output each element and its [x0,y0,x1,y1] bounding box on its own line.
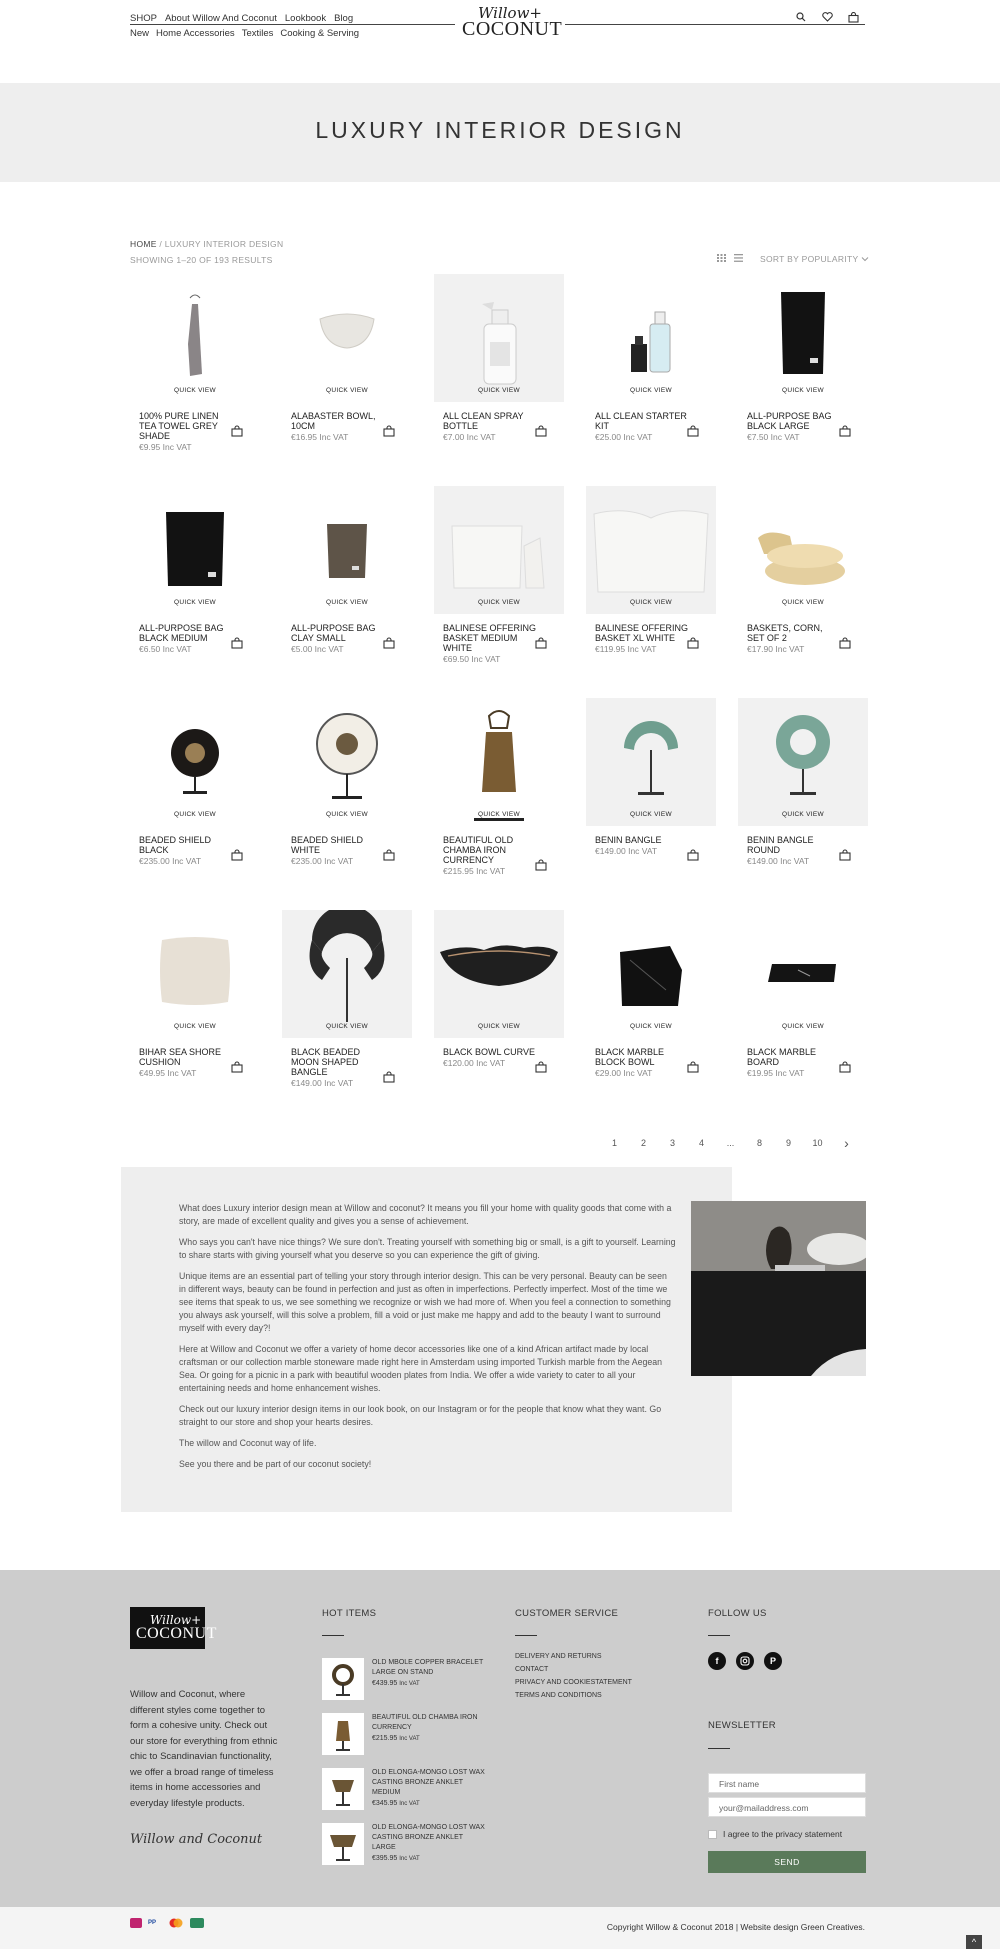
footer-about: Willow and Coconut, where different styles come together to form a cohesive unity. Check out our store for everything from ethnic chic to Scandinavian functionality, we offer a broad range of timeless items in home accessories and everyday lifestyle products. [130,1689,278,1809]
hot-item-thumb[interactable] [322,1658,364,1700]
copyright: Copyright Willow & Coconut 2018 | Website design Green Creatives. [606,1922,865,1932]
product-title: BALINESE OFFERING BASKET XL WHITE [595,623,689,643]
product-image[interactable] [130,698,260,826]
quick-view-button[interactable]: QUICK VIEW [173,599,216,606]
breadcrumb-separator: / [156,239,165,249]
product-image[interactable] [434,698,564,826]
product-price: €235.00 Inc VAT [139,856,202,866]
page-ellipsis: ... [726,1138,735,1148]
add-to-cart-icon[interactable] [839,1061,851,1073]
hot-item-vat: Inc VAT [399,1856,420,1862]
product-card[interactable] [738,486,868,686]
subnav-cooking-serving[interactable]: Cooking & Serving [280,28,360,39]
product-card[interactable] [130,486,260,686]
product-price: €25.00 Inc VAT [595,432,653,442]
product-name[interactable] [443,623,537,664]
page-1[interactable]: 1 [611,1138,617,1148]
product-price: €120.00 Inc VAT [443,1058,506,1068]
product-image[interactable] [738,486,868,614]
paypal-icon: PP [148,1920,157,1926]
add-to-cart-icon[interactable] [231,849,243,861]
quick-view-button[interactable]: QUICK VIEW [781,387,824,394]
product-name[interactable] [747,1047,841,1078]
footer-signature: Willow and Coconut [130,1832,263,1847]
product-name[interactable] [291,835,385,866]
heading-underline [708,1748,730,1749]
product-card[interactable] [434,486,564,686]
hot-item-price-line [372,1680,420,1687]
product-image[interactable] [130,486,260,614]
product-name[interactable] [139,1047,233,1078]
product-title: 100% PURE LINEN TEA TOWEL GREY SHADE [139,411,219,441]
quick-view-button[interactable]: QUICK VIEW [477,599,520,606]
product-card[interactable] [586,698,716,898]
privacy-label: I agree to the privacy statement [723,1829,843,1839]
quick-view-button[interactable]: QUICK VIEW [325,387,368,394]
product-price: €17.90 Inc VAT [747,644,805,654]
product-image[interactable] [586,486,716,614]
product-title: BENIN BANGLE [595,835,662,845]
description-paragraph: What does Luxury interior design mean at Willow and coconut? It means you fill your home with quality goods that come with a story, are made of excellent quality and gives you a sense of achievement. [179,1203,672,1226]
product-name[interactable] [595,623,689,654]
product-title: ALL-PURPOSE BAG CLAY SMALL [291,623,376,643]
sort-label: SORT BY POPULARITY [760,254,859,264]
page-hero [0,83,1000,182]
list-view-icon[interactable] [734,254,743,262]
logo-word: COCONUT [462,18,563,40]
product-price: €69.50 Inc VAT [443,654,501,664]
page-9[interactable]: 9 [785,1138,791,1148]
product-price: €149.00 Inc VAT [291,1078,354,1088]
product-price: €6.50 Inc VAT [139,644,192,654]
add-to-cart-icon[interactable] [687,425,699,437]
quick-view-button[interactable]: QUICK VIEW [477,387,520,394]
product-image[interactable] [434,486,564,614]
product-image[interactable] [586,698,716,826]
product-name[interactable] [139,411,233,452]
product-price: €215.95 Inc VAT [443,866,506,876]
send-button[interactable]: SEND [708,1851,866,1873]
category-description [121,1167,732,1512]
hot-item-name[interactable]: OLD ELONGA-MONGO LOST WAX CASTING BRONZE ANKLET MEDIUM [372,1769,485,1796]
nav-shop[interactable]: SHOP [130,13,157,24]
product-image[interactable] [586,274,716,402]
product-card[interactable] [738,274,868,474]
hot-item-name[interactable]: BEAUTIFUL OLD CHAMBA IRON CURRENCY [372,1714,478,1731]
product-title: BASKETS, CORN, SET OF 2 [747,623,823,643]
footer-logo[interactable] [130,1607,217,1649]
add-to-cart-icon[interactable] [231,1061,243,1073]
grid-view-icon[interactable] [717,254,726,262]
product-price: €149.00 Inc VAT [747,856,810,866]
quick-view-button[interactable]: QUICK VIEW [173,387,216,394]
hot-item[interactable] [322,1658,487,1702]
product-name[interactable] [595,1047,689,1078]
privacy-checkbox[interactable] [708,1830,717,1839]
logo-script: Willow+ [478,4,542,22]
product-image[interactable] [586,910,716,1038]
add-to-cart-icon[interactable] [687,637,699,649]
product-price: €149.00 Inc VAT [595,846,658,856]
product-title: BEADED SHIELD WHITE [291,835,364,855]
site-logo[interactable] [462,2,563,54]
product-image[interactable] [282,698,412,826]
product-card[interactable] [282,274,412,474]
heading-underline [515,1635,537,1636]
quick-view-button[interactable]: QUICK VIEW [325,1023,368,1030]
site-header [0,0,1000,83]
bag-icon[interactable] [847,11,859,23]
product-price: €16.95 Inc VAT [291,432,349,442]
product-image[interactable] [738,910,868,1038]
product-card[interactable] [586,910,716,1110]
subnav-home-accessories[interactable]: Home Accessories [156,28,235,39]
hot-items-heading: HOT ITEMS [322,1608,377,1619]
product-title: BLACK MARBLE BOARD [747,1047,817,1067]
back-to-top-button[interactable]: ^ [966,1935,982,1949]
sort-dropdown[interactable] [760,254,869,264]
bottom-bar [0,1907,1000,1949]
description-paragraph: The willow and Coconut way of life. [179,1438,317,1448]
hot-item[interactable] [322,1823,487,1867]
add-to-cart-icon[interactable] [839,849,851,861]
quick-view-button[interactable]: QUICK VIEW [477,1023,520,1030]
mastercard-icon [168,1918,184,1928]
product-card[interactable] [434,274,564,474]
hot-item-name[interactable]: OLD ELONGA-MONGO LOST WAX CASTING BRONZE ANKLET LARGE [372,1824,485,1851]
product-image[interactable] [130,274,260,402]
hot-item-price-line [372,1735,420,1742]
hot-item-name[interactable]: OLD MBOLE COPPER BRACELET LARGE ON STAND [372,1659,484,1676]
page-2[interactable]: 2 [640,1138,646,1148]
product-title: ALL CLEAN SPRAY BOTTLE [443,411,524,431]
hot-item-price-line [372,1800,420,1807]
quick-view-button[interactable]: QUICK VIEW [781,811,824,818]
product-image[interactable] [434,910,564,1038]
page-3[interactable]: 3 [669,1138,675,1148]
product-name[interactable] [291,623,385,654]
product-image[interactable] [434,274,564,402]
product-price: €5.00 Inc VAT [291,644,344,654]
hot-item-vat: Inc VAT [399,1736,420,1742]
product-card[interactable] [130,274,260,474]
hot-item-price: €439.95 [372,1680,398,1687]
product-name[interactable] [139,835,233,866]
cs-link-delivery[interactable]: DELIVERY AND RETURNS [515,1653,602,1660]
add-to-cart-icon[interactable] [535,1061,547,1073]
next-page-icon[interactable]: › [844,1135,849,1151]
product-title: ALL CLEAN STARTER KIT [595,411,687,431]
chevron-down-icon [861,254,869,264]
page-10[interactable]: 10 [812,1138,823,1148]
product-card[interactable] [282,486,412,686]
product-card[interactable] [586,274,716,474]
breadcrumb [130,239,283,249]
hot-item[interactable] [322,1768,487,1812]
page-8[interactable]: 8 [756,1138,762,1148]
product-card[interactable] [282,698,412,898]
page-title: LUXURY INTERIOR DESIGN [315,117,685,143]
add-to-cart-icon[interactable] [383,637,395,649]
product-image[interactable] [738,274,868,402]
add-to-cart-icon[interactable] [383,849,395,861]
ideal-icon [130,1918,142,1928]
quick-view-button[interactable]: QUICK VIEW [781,1023,824,1030]
product-price: €9.95 Inc VAT [139,442,192,452]
product-title: ALL-PURPOSE BAG BLACK LARGE [747,411,832,431]
product-card[interactable] [130,698,260,898]
product-name[interactable] [595,411,689,442]
breadcrumb-current: LUXURY INTERIOR DESIGN [164,239,284,249]
quick-view-button[interactable]: QUICK VIEW [629,599,672,606]
product-price: €7.00 Inc VAT [443,432,496,442]
add-to-cart-icon[interactable] [383,1071,395,1083]
social-links [708,1652,782,1670]
quick-view-button[interactable]: QUICK VIEW [325,599,368,606]
description-paragraph: Here at Willow and Coconut we offer a variety of home decor accessories like one of a kind African artifact made by local craftsman or our collection marble stoneware made right here in Amsterdam using imported Turkish marble from the Aegean Sea. Or going for a picnic in a park with beautiful wooden plates from India. We offer a wide variety to cater to all your entertaining needs and home enhancement wishes. [179,1344,663,1393]
main-nav [130,13,353,24]
add-to-cart-icon[interactable] [687,1061,699,1073]
description-paragraph: Unique items are an essential part of telling your story through interior design. This can be very personal. Beauty can be seen in different ways, beauty can be found in perfection and just as often in imperfections. Perfectly imperfect. Most of the time we see items that speak to us, we see something we recognize or wish we had more of. When you feel a connection to something you always ask yourself, will this solve a problem, fill a void or just make me happy and add to the beauty I want to surround myself with every day?! [179,1271,671,1333]
customer-service-heading: CUSTOMER SERVICE [515,1608,619,1619]
sub-nav [130,28,359,39]
description-paragraph: Check out our luxury interior design items in our look book, on our Instagram or for the people that know what they want. Go straight to our store and shop your hearts desires. [179,1404,662,1427]
product-name[interactable] [747,411,841,442]
hot-item-vat: Inc VAT [399,1681,420,1687]
product-name[interactable] [139,623,233,654]
product-card[interactable] [130,910,260,1110]
product-title: BLACK BOWL CURVE [443,1047,536,1057]
result-count: SHOWING 1–20 OF 193 RESULTS [130,255,273,265]
header-divider-right [565,24,865,25]
product-title: BIHAR SEA SHORE CUSHION [139,1047,222,1067]
description-paragraph: See you there and be part of our coconut society! [179,1459,372,1469]
quick-view-button[interactable]: QUICK VIEW [629,811,672,818]
hot-item-price-line [372,1855,420,1862]
nav-about[interactable]: About Willow And Coconut [164,13,277,24]
product-title: BLACK BEADED MOON SHAPED BANGLE [291,1047,361,1077]
quick-view-button[interactable]: QUICK VIEW [781,599,824,606]
product-title: BENIN BANGLE ROUND [747,835,814,855]
page-4[interactable]: 4 [698,1138,704,1148]
hot-item-price: €215.95 [372,1735,398,1742]
first-name-field[interactable]: First name [708,1773,866,1793]
product-image[interactable] [738,698,868,826]
product-price: €119.95 Inc VAT [595,644,657,654]
product-card[interactable] [434,698,564,898]
description-text [179,1202,676,1479]
product-name[interactable] [443,411,537,442]
cs-link-privacy[interactable]: PRIVACY AND COOKIESTATEMENT [515,1679,632,1686]
product-price: €7.50 Inc VAT [747,432,800,442]
hot-item[interactable] [322,1713,487,1757]
footer-logo-word: COCONUT [136,1625,217,1642]
product-price: €29.00 Inc VAT [595,1068,653,1078]
facebook-icon[interactable]: f [708,1652,726,1670]
email-field[interactable]: your@mailaddress.com [708,1797,866,1817]
add-to-cart-icon[interactable] [535,859,547,871]
add-to-cart-icon[interactable] [839,637,851,649]
add-to-cart-icon[interactable] [839,425,851,437]
bank-icon [190,1918,204,1928]
view-toggle [717,254,743,262]
search-icon[interactable] [795,11,807,23]
product-name[interactable] [747,835,841,866]
product-price: €235.00 Inc VAT [291,856,354,866]
add-to-cart-icon[interactable] [535,425,547,437]
heading-underline [322,1635,344,1636]
pinterest-icon[interactable]: P [764,1652,782,1670]
hot-item-vat: Inc VAT [399,1801,420,1807]
hot-item-thumb[interactable] [322,1713,364,1755]
product-price: €19.95 Inc VAT [747,1068,805,1078]
product-title: ALL-PURPOSE BAG BLACK MEDIUM [139,623,224,643]
product-card[interactable] [282,910,412,1110]
subnav-new[interactable]: New [130,28,150,39]
pagination [600,1135,861,1151]
quick-view-button[interactable]: QUICK VIEW [173,811,216,818]
hot-item-thumb[interactable] [322,1823,364,1865]
product-name[interactable] [443,835,537,876]
product-name[interactable] [443,1047,537,1068]
product-title: BALINESE OFFERING BASKET MEDIUM WHITE [443,623,537,653]
product-card[interactable] [738,698,868,898]
privacy-checkbox-row [708,1829,842,1839]
hot-item-price: €395.95 [372,1855,398,1862]
product-card[interactable] [586,486,716,686]
header-icons [795,11,859,23]
product-name[interactable] [747,623,841,654]
product-title: BEADED SHIELD BLACK [139,835,212,855]
follow-us-heading: FOLLOW US [708,1608,767,1619]
payment-icons [130,1918,204,1928]
hot-item-price: €345.95 [372,1800,398,1807]
footer-logo-script: Willow+ [150,1613,202,1627]
description-paragraph: Who says you can't have nice things? We sure don't. Treating yourself with something big or small, is a gift to yourself. Learning to share starts with giving yourself what you deserve so you can experience the gift of giving. [179,1237,676,1260]
nav-blog[interactable]: Blog [334,13,354,24]
add-to-cart-icon[interactable] [383,425,395,437]
cs-link-terms[interactable]: TERMS AND CONDITIONS [515,1692,602,1699]
product-title: BEAUTIFUL OLD CHAMBA IRON CURRENCY [443,835,514,865]
breadcrumb-home[interactable]: HOME [130,239,157,249]
cs-link-contact[interactable]: CONTACT [515,1666,549,1673]
add-to-cart-icon[interactable] [231,637,243,649]
description-image [691,1201,866,1376]
add-to-cart-icon[interactable] [535,637,547,649]
product-image[interactable] [130,910,260,1038]
subnav-textiles[interactable]: Textiles [241,28,274,39]
product-image[interactable] [282,274,412,402]
add-to-cart-icon[interactable] [687,849,699,861]
product-price: €49.95 Inc VAT [139,1068,197,1078]
product-image[interactable] [282,486,412,614]
quick-view-button[interactable]: QUICK VIEW [325,811,368,818]
add-to-cart-icon[interactable] [231,425,243,437]
hot-item-thumb[interactable] [322,1768,364,1810]
instagram-icon[interactable] [736,1652,754,1670]
newsletter-heading: NEWSLETTER [708,1720,776,1731]
product-name[interactable] [291,1047,385,1088]
heart-icon[interactable] [821,11,833,23]
product-name[interactable] [595,835,689,856]
nav-lookbook[interactable]: Lookbook [284,13,327,24]
heading-underline [708,1635,730,1636]
quick-view-button[interactable]: QUICK VIEW [629,1023,672,1030]
product-card[interactable] [434,910,564,1110]
header-divider-left [130,24,455,25]
quick-view-button[interactable]: QUICK VIEW [629,387,672,394]
product-card[interactable] [738,910,868,1110]
product-title: ALABASTER BOWL, 10CM [291,411,376,431]
product-image[interactable] [282,910,412,1038]
quick-view-button[interactable]: QUICK VIEW [477,811,520,818]
product-name[interactable] [291,411,385,442]
quick-view-button[interactable]: QUICK VIEW [173,1023,216,1030]
product-title: BLACK MARBLE BLOCK BOWL [595,1047,665,1067]
